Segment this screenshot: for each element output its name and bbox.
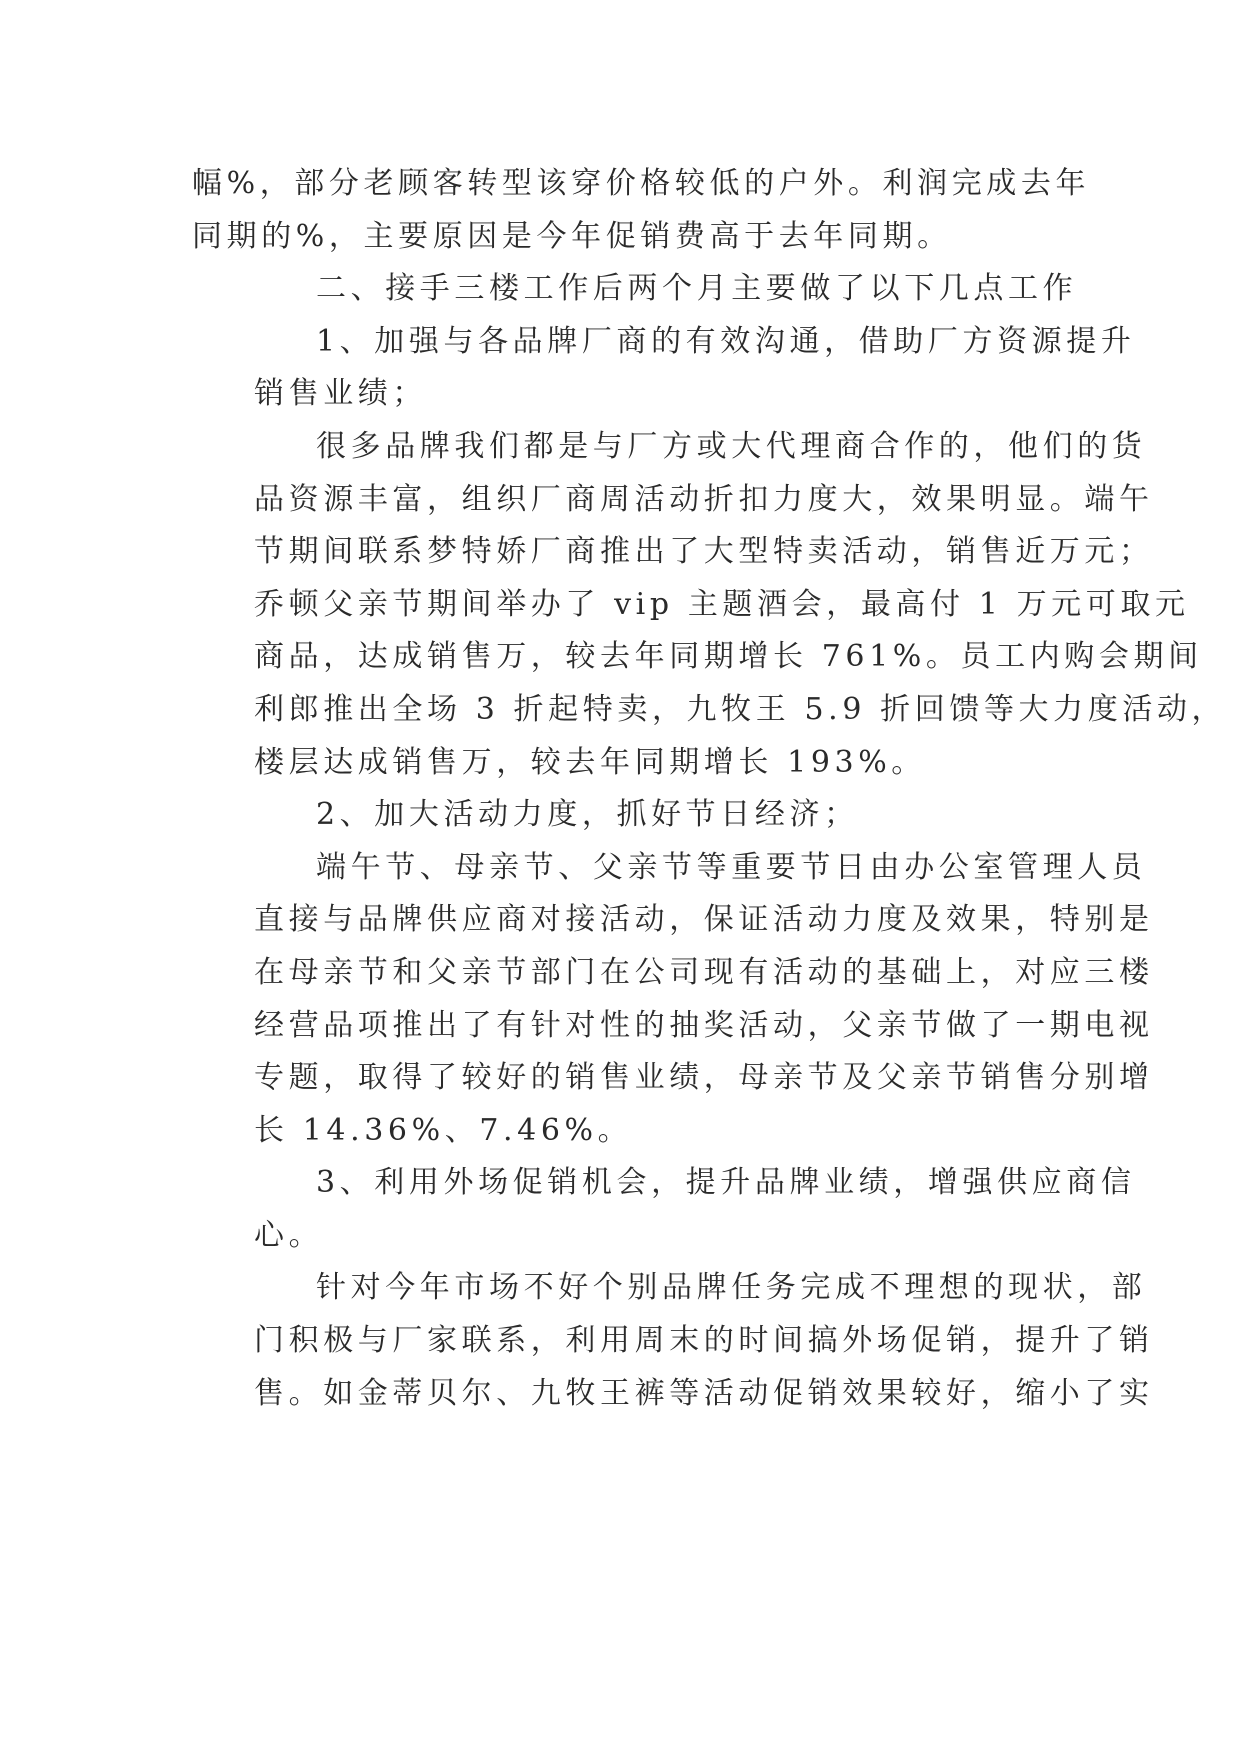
paragraph <box>192 158 1091 263</box>
text-line: 很多品牌我们都是与厂方或大代理商合作的，他们的货 <box>316 428 1147 464</box>
text-line: 二、接手三楼工作后两个月主要做了以下几点工作 <box>316 271 1078 307</box>
text-line: 同期的%，主要原因是今年促销费高于去年同期。 <box>192 218 952 254</box>
text-line: 3、利用外场促销机会，提升品牌业绩，增强供应商信 <box>316 1165 1136 1201</box>
text-line: 心。 <box>254 1217 324 1253</box>
text-line: 品资源丰富，组织厂商周活动折扣力度大，效果明显。端午 <box>254 481 1154 517</box>
paragraph <box>192 263 1078 316</box>
text-line: 门积极与厂家联系，利用周末的时间搞外场促销，提升了销 <box>254 1323 1154 1359</box>
text-line: 乔顿父亲节期间举办了 vip 主题酒会，最高付 1 万元可取元 <box>254 586 1190 622</box>
paragraph <box>192 789 1047 842</box>
paragraph <box>192 316 1136 421</box>
text-line: 销售业绩； <box>254 376 427 412</box>
text-line: 楼层达成销售万，较去年同期增长 193%。 <box>254 744 926 780</box>
text-line: 专题，取得了较好的销售业绩，母亲节及父亲节销售分别增 <box>254 1060 1154 1096</box>
text-line: 经营品项推出了有针对性的抽奖活动，父亲节做了一期电视 <box>254 1007 1154 1043</box>
text-line: 2、加大活动力度，抓好节日经济； <box>316 797 859 833</box>
document-body <box>192 158 1227 1420</box>
text-line: 直接与品牌供应商对接活动，保证活动力度及效果，特别是 <box>254 902 1154 938</box>
paragraph <box>192 1157 1136 1262</box>
text-line: 1、加强与各品牌厂商的有效沟通，借助厂方资源提升 <box>316 323 1136 359</box>
text-line: 利郎推出全场 3 折起特卖，九牧王 5.9 折回馈等大力度活动， <box>254 691 1227 727</box>
paragraph <box>192 1262 1154 1420</box>
text-line: 长 14.36%、7.46%。 <box>254 1112 633 1148</box>
text-line: 售。如金蒂贝尔、九牧王裤等活动促销效果较好，缩小了实 <box>254 1375 1154 1411</box>
paragraph <box>192 421 1227 789</box>
text-line: 商品，达成销售万，较去年同期增长 761%。员工内购会期间 <box>254 639 1203 675</box>
text-line: 端午节、母亲节、父亲节等重要节日由办公室管理人员 <box>316 849 1147 885</box>
text-line: 幅%，部分老顾客转型该穿价格较低的户外。利润完成去年 <box>192 166 1091 201</box>
text-line: 在母亲节和父亲节部门在公司现有活动的基础上，对应三楼 <box>254 954 1154 990</box>
paragraph <box>192 842 1154 1158</box>
text-line: 节期间联系梦特娇厂商推出了大型特卖活动，销售近万元； <box>254 534 1154 570</box>
text-line: 针对今年市场不好个别品牌任务完成不理想的现状，部 <box>316 1270 1147 1306</box>
